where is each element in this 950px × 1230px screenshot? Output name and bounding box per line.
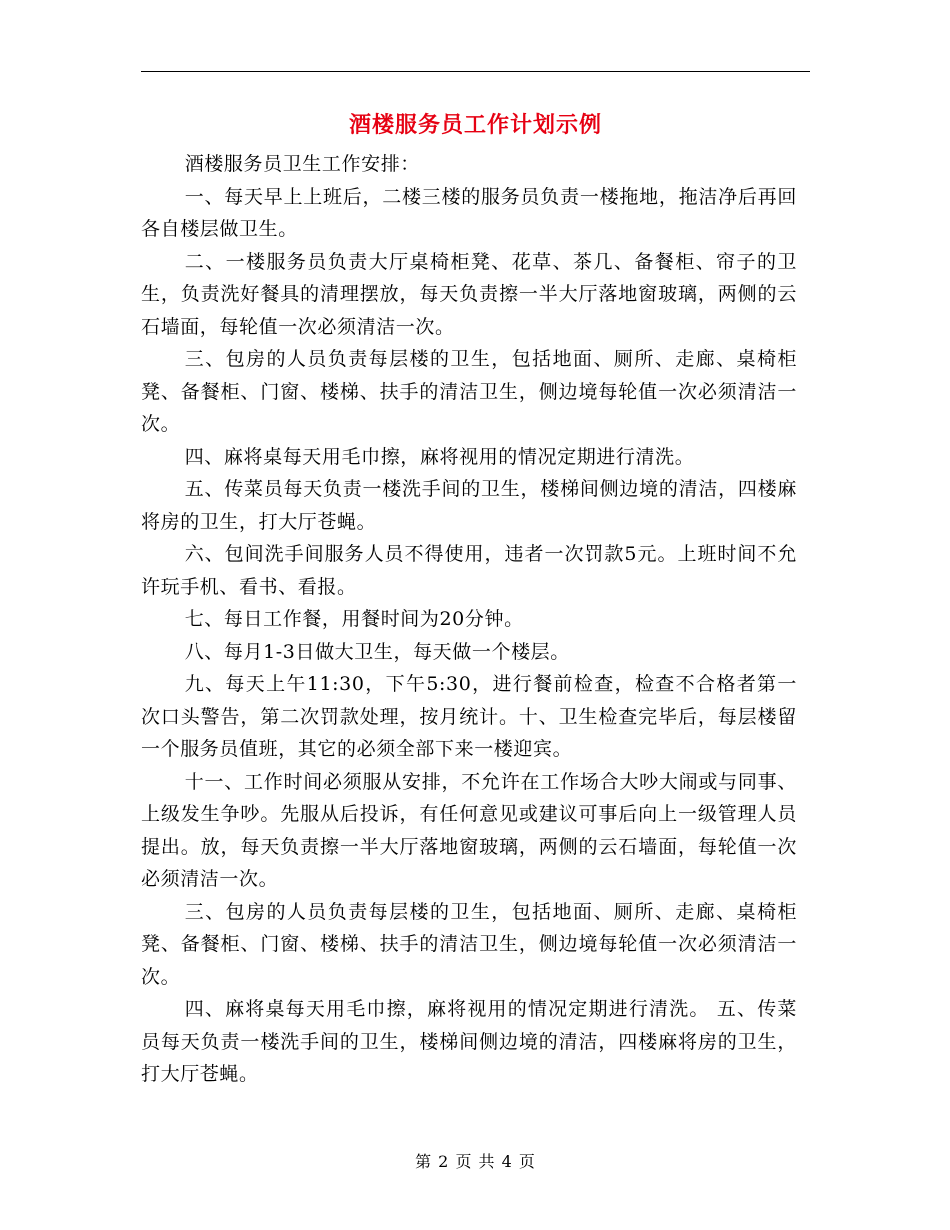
- header-rule: [141, 71, 810, 72]
- paragraph: 酒楼服务员卫生工作安排：: [184, 153, 420, 175]
- paragraph: 四、麻将桌每天用毛巾擦，麻将视用的情况定期进行清洗。: [184, 445, 695, 468]
- paragraph: 六、包间洗手间服务人员不得使用，违者一次罚款5元。上班时间不允许玩手机、看书、看报。: [141, 543, 797, 598]
- paragraph: 四、麻将桌每天用毛巾擦，麻将视用的情况定期进行清洗。 五、传菜员每天负责一楼洗手间的卫生，楼梯间侧边境的清洁，四楼麻将房的卫生，打大厅苍蝇。: [141, 998, 797, 1085]
- paragraph: 一、每天早上上班后，二楼三楼的服务员负责一楼拖地，拖洁净后再回各自楼层做卫生。: [141, 185, 797, 240]
- paragraph: 十一、工作时间必须服从安排，不允许在工作场合大吵大闹或与同事、上级发生争吵。先服从后投诉，有任何意见或建议可事后向上一级管理人员提出。放，每天负责擦一半大厅落地窗玻璃，两侧的云石墙面，每轮值一次必须清洁一次。: [141, 770, 797, 890]
- paragraph: 九、每天上午11:30，下午5:30，进行餐前检查，检查不合格者第一次口头警告，第二次罚款处理，按月统计。十、卫生检查完毕后，每层楼留一个服务员值班，其它的必须全部下来一楼迎宾。: [141, 673, 797, 760]
- document-title: 酒楼服务员工作计划示例: [348, 112, 602, 138]
- paragraph: 三、包房的人员负责每层楼的卫生，包括地面、厕所、走廊、桌椅柜凳、备餐柜、门窗、楼梯、扶手的清洁卫生，侧边境每轮值一次必须清洁一次。: [141, 348, 797, 435]
- page-number-footer: 第 2 页 共 4 页: [415, 1152, 536, 1171]
- paragraph: 八、每月1-3日做大卫生，每天做一个楼层。: [184, 640, 570, 663]
- paragraph: 七、每日工作餐，用餐时间为20分钟。: [184, 608, 524, 630]
- document-body: [141, 148, 797, 1091]
- paragraph: 二、一楼服务员负责大厅桌椅柜凳、花草、茶几、备餐柜、帘子的卫生，负责洗好餐具的清理摆放，每天负责擦一半大厅落地窗玻璃，两侧的云石墙面，每轮值一次必须清洁一次。: [141, 250, 797, 338]
- paragraph: 五、传菜员每天负责一楼洗手间的卫生，楼梯间侧边境的清洁，四楼麻将房的卫生，打大厅苍蝇。: [141, 478, 797, 533]
- paragraph: 三、包房的人员负责每层楼的卫生，包括地面、厕所、走廊、桌椅柜凳、备餐柜、门窗、楼梯、扶手的清洁卫生，侧边境每轮值一次必须清洁一次。: [141, 900, 797, 988]
